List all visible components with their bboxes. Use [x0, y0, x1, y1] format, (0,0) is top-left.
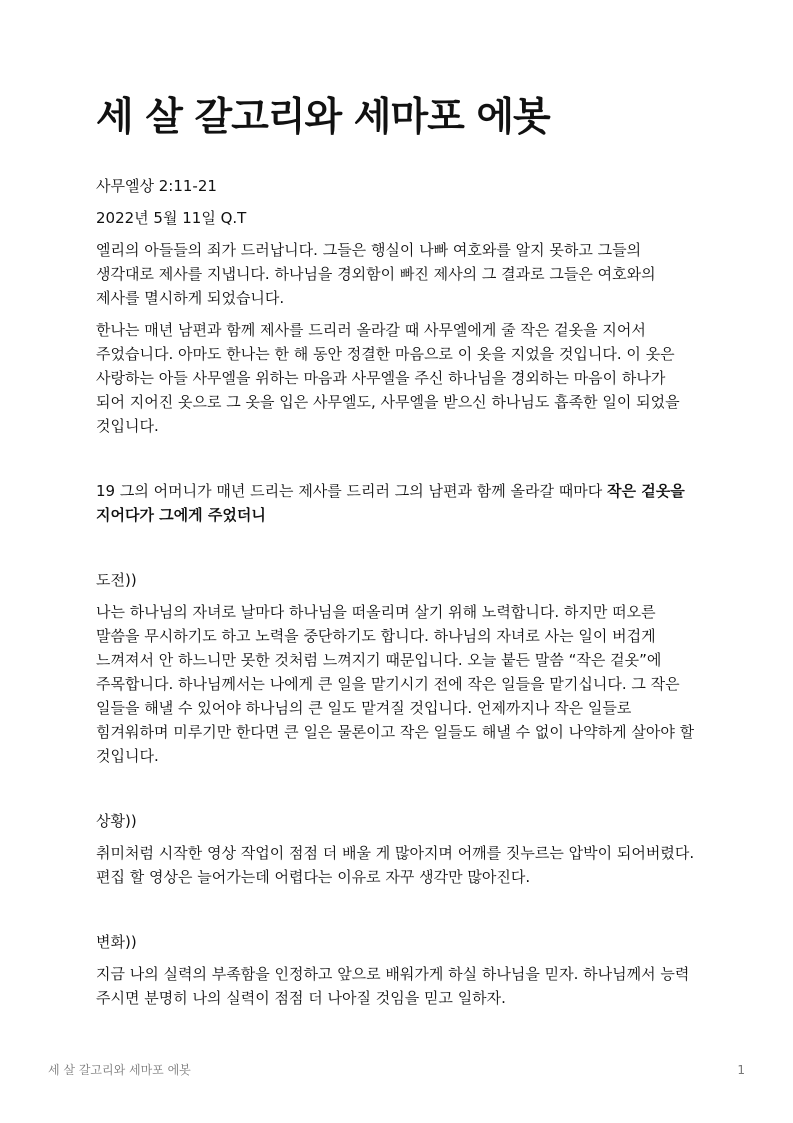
- change-text: 지금 나의 실력의 부족함을 인정하고 앞으로 배워가게 하실 하나님을 믿자. 하나님께서 능력 주시면 분명히 나의 실력이 점점 더 나아질 것임을 믿고 일하자.: [96, 965, 690, 1007]
- intro-paragraph-1: 엘리의 아들들의 죄가 드러납니다. 그들은 행실이 나빠 여호와를 알지 못하고 그들의 생각대로 제사를 지냅니다. 하나님을 경외함이 빠진 제사의 그 결과로 그들은 여호와의 제사를 멸시하게 되었습니다.: [96, 241, 656, 307]
- qt-date: 2022년 5월 11일 Q.T: [96, 209, 247, 227]
- intro-paragraph-2: 한나는 매년 남편과 함께 제사를 드리러 올라갈 때 사무엘에게 줄 작은 겉옷을 지어서 주었습니다. 아마도 한나는 한 해 동안 정결한 마음으로 이 옷을 지었을 것입니다. 이 옷은 사랑하는 아들 사무엘을 위하는 마음과 사무엘을 주신 하나님을 경외하는 마음이 하나가 되어 지어진 옷으로 그 옷을 입은 사무엘도, 사무엘을 받으신 하나님도 흡족한 일이 되었을 것입니다.: [96, 321, 680, 435]
- section-gap: [96, 446, 696, 479]
- situation-heading: 상황)): [96, 812, 137, 830]
- section-gap: [96, 897, 696, 930]
- section-gap: [96, 776, 696, 809]
- page-number: 1: [737, 1063, 745, 1077]
- verse-text: 19 그의 어머니가 매년 드리는 제사를 드리러 그의 남편과 함께 올라갈 때마다: [96, 482, 608, 500]
- document-page: [96, 90, 696, 1018]
- challenge-text: 나는 하나님의 자녀로 날마다 하나님을 떠올리며 살기 위해 노력합니다. 하지만 떠오른 말씀을 무시하기도 하고 노력을 중단하기도 합니다. 하나님의 자녀로 사는 일이 버겁게 느껴져서 안 하느니만 못한 것처럼 느껴지기 때문입니다. 오늘 붙든 말씀 “작은 겉옷”에 주목합니다. 하나님께서는 나에게 큰 일을 맡기시기 전에 작은 일들을 맡기십니다. 그 작은 일들을 해낼 수 있어야 하나님의 큰 일도 맡겨질 것입니다. 언제까지나 작은 일들로 힘겨워하며 미루기만 한다면 큰 일은 물론이고 작은 일들도 해낼 수 없이 나약하게 살아야 할 것입니다.: [96, 603, 695, 765]
- change-heading: 변화)): [96, 933, 137, 951]
- verse-quote: [96, 479, 696, 527]
- challenge-heading: 도전)): [96, 571, 137, 589]
- footer-title: 세 살 갈고리와 세마포 에봇: [48, 1063, 191, 1077]
- section-gap: [96, 535, 696, 568]
- document-title: 세 살 갈고리와 세마포 에봇: [96, 95, 550, 140]
- situation-text: 취미처럼 시작한 영상 작업이 점점 더 배울 게 많아지며 어깨를 짓누르는 압박이 되어버렸다. 편집 할 영상은 늘어가는데 어렵다는 이유로 자꾸 생각만 많아진다.: [96, 844, 695, 886]
- scripture-reference: 사무엘상 2:11-21: [96, 177, 217, 195]
- verse-emphasis: 작은 겉옷을 지어다가 그에게 주었더니: [96, 482, 685, 524]
